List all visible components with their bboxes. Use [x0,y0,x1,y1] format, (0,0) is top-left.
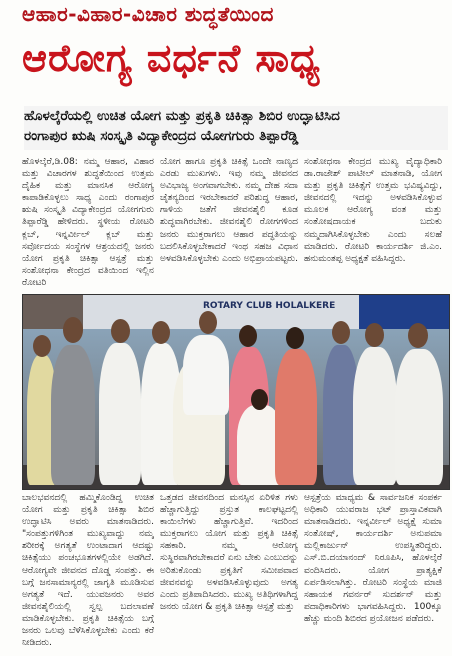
person-head [63,317,83,343]
person-head [408,323,428,348]
person-head [152,321,170,344]
body-text: ಸಂಶೋಧನಾ ಕೇಂದ್ರದ ಮುಖ್ಯ ವೈದ್ಯಾಧಿಕಾರಿ ಡಾ.ರಾಜೇಶ್ ಪಾಟೀಲ್ ಮಾತನಾಡಿ, ಯೋಗ ಮತ್ತು ಪ್ರಕೃತಿ ಚಿಕಿತ್ಸೆಗೆ ಉತ್ತಮ ಭವಿಷ್ಯವಿದ್ದು, ಜೀವನದಲ್ಲಿ ಇದನ್ನು ಅಳವಡಿಸಿಕೊಳ್ಳುವ ಮೂಲಕ ಆರೋಗ್ಯ ವಂತ ಮತ್ತು ಸಂತೋಷದಾಯಕ ಬದುಕು ನಮ್ಮದಾಗಿಸಿಕೊಳ್ಳಬೇಕು ಎಂದು ಸಲಹೆ ಮಾಡಿದರು. ರೋಟರಿ ಕಾರ್ಯದರ್ಶಿ ಜಿ.ಎಂ. ಹನುಮಂತಪ್ಪ ಅಧ್ಯಕ್ಷತೆ ವಹಿಸಿದ್ದರು. [304,157,442,264]
column-2-bottom [160,492,298,656]
subheadline-line-2: ರಂಗಾಪುರ ಋಷಿ ಸಂಸ್ಕೃತಿ ವಿದ್ಯಾಕೇಂದ್ರದ ಯೋಗಗುರು ತಿಪ್ಪಾರೆಡ್ಡಿ [24,128,299,144]
person-figure [183,335,229,415]
person-figure [51,345,95,485]
person-head [239,325,257,347]
body-text: ಬಾಲಭವನದಲ್ಲಿ ಹಮ್ಮಿಕೊಂಡಿದ್ದ ಉಚಿತ ಯೋಗ ಮತ್ತು ಪ್ರಕೃತಿ ಚಿಕಿತ್ಸಾ ಶಿಬಿರ ಉದ್ಘಾಟಿಸಿ ಅವರು ಮಾತನಾಡಿದರು. "ಸಂಪತ್ತುಗಳಿಗಿಂತ ಮುಖ್ಯವಾದ್ದು ನಮ್ಮ ಶರೀರಕ್ಕೆ ಅಗತ್ಯತೆ ಉಂಟಾದಾಗ ಆದಷ್ಟು ಚಿಕಿತ್ಸೆಯು ಪಂಚಭೂತಗಳಲ್ಲಿಯೇ ಅಡಗಿದೆ. ಆರೋಗ್ಯವೇ ಜೀವನದ ದೊಡ್ಡ ಸಂಪತ್ತು. ಈ ಬಗ್ಗೆ ಜನಸಾಮಾನ್ಯರಲ್ಲಿ ಜಾಗೃತಿ ಮೂಡಿಸುವ ಅಗತ್ಯತೆ ಇದೆ. ಯುವಜನರು ಅವರ ಜೀವನಶೈಲಿಯಲ್ಲಿ ಸ್ವಲ್ಪ ಬದಲಾವಣೆ ಮಾಡಿಕೊಳ್ಳಬೇಕು. ಪ್ರಕೃತಿ ಚಿಕಿತ್ಸೆಯ ಬಗ್ಗೆ ಜನರು ಒಲವು ಬೆಳೆಸಿಕೊಳ್ಳಬೇಕು ಎಂದು ಕರೆ ನೀಡಿದರು. [22,493,154,649]
person-figure [275,349,317,485]
subheadline-box [24,106,448,150]
body-text: ಆಸ್ಪತ್ರೆಯ ಮಾಧ್ಯಮ & ಸಾರ್ವಜನಿಕ ಸಂಪರ್ಕ ಅಧಿಕಾರಿ ಯುವರಾಜ ಭಟ್ ಪ್ರಾಸ್ತಾವಿಕವಾಗಿ ಮಾತನಾಡಿದರು. ಇನ್ನರ್ವೀಲ್ ಅಧ್ಯಕ್ಷೆ ಸುಮಾ ಸಂತೋಷ್, ಕಾರ್ಯದರ್ಶಿ ಅನುಪಮಾ ಮಲ್ಲಿಕಾರ್ಜುನ್ ಉಪಸ್ಥಿತರಿದ್ದರು. ಎಸ್.ಬಿ.ದಯಾನಂದ್ ನಿರೂಪಿಸಿ, ಹೊಳಲ್ಕೆರೆ ವಂದಿಸಿದರು. ಯೋಗ ಪ್ರಾತ್ಯಕ್ಷಿಕೆ ಏರ್ಪಡಿಸಲಾಗಿತ್ತು. ರೋಟರಿ ಸಂಸ್ಥೆಯ ಮಾಜಿ ಸಹಾಯಕ ಗವರ್ನರ್ ಸುದರ್ಶನ್ ಮತ್ತು ಪದಾಧಿಕಾರಿಗಳು ಭಾಗವಹಿಸಿದ್ದರು. 100ಕ್ಕೂ ಹೆಚ್ಚು ಮಂದಿ ಶಿಬಿರದ ಪ್ರಯೋಜನ ಪಡೆದರು. [304,493,442,624]
column-3-top [304,156,442,288]
kicker-headline: ಆಹಾರ-ವಿಹಾರ-ವಿಚಾರ ಶುದ್ಧತೆಯಿಂದ [22,2,274,26]
person-head [33,335,51,357]
person-head [365,323,384,347]
person-head [251,389,268,410]
banner-text: ROTARY CLUB HOLALKERE [203,301,336,311]
event-photo [22,294,450,490]
main-headline: ಆರೋಗ್ಯ ವರ್ಧನೆ ಸಾಧ್ಯ [22,36,321,80]
rotary-banner [83,295,449,329]
column-1-bottom [22,492,154,656]
body-text: ಒತ್ತಡದ ಜೀವನದಿಂದ ಮನಸ್ಸಿನ ಏರಿಳಿತ ಗಳು ಹೆಚ್ಚಾಗುತ್ತಿದ್ದು ಪ್ರಸ್ತುತ ಕಾಲಘಟ್ಟದಲ್ಲಿ ಕಾಯಿಲೆಗಳು ಹೆಚ್ಚಾಗುತ್ತಿವೆ. ಇದರಿಂದ ಮುಕ್ತರಾಗಲು ಯೋಗ ಮತ್ತು ಪ್ರಕೃತಿ ಚಿಕಿತ್ಸೆ ಸಹಕಾರಿ. ನಮ್ಮ ಆರೋಗ್ಯ ಸುಸ್ಥಿರವಾಗಿರಬೇಕಾದರೆ ಏನು ಬೇಕು ಎಂಬುದನ್ನು ಅರಿತುಕೊಂಡು ಪ್ರಕೃತಿಗೆ ಸಮೀಪವಾದ ಜೀವನವನ್ನು ಅಳವಡಿಸಿಕೊಳ್ಳುವುದು ಅಗತ್ಯ ಎಂದು ಪ್ರತಿಪಾದಿಸಿದರು. ಮುಖ್ಯ ಅತಿಥಿಗಳಾಗಿದ್ದ ಜನರು ಯೋಗ & ಪ್ರಕೃತಿ ಚಿಕಿತ್ಸಾ ಆಸ್ಪತ್ರೆ ಮತ್ತು [160,493,298,612]
subheadline-line-1: ಹೊಳಲ್ಕೆರೆಯಲ್ಲಿ ಉಚಿತ ಯೋಗ ಮತ್ತು ಪ್ರಕೃತಿ ಚಿಕಿತ್ಸಾ ಶಿಬಿರ ಉದ್ಘಾಟಿಸಿದ [24,108,340,124]
column-3-bottom [304,492,442,656]
column-1-top [22,156,154,288]
column-2-top [160,156,298,288]
person-figure [395,349,443,485]
person-figure [99,343,141,485]
body-text: ಯೋಗ ಹಾಗೂ ಪ್ರಕೃತಿ ಚಿಕಿತ್ಸೆ ಒಂದೇ ನಾಣ್ಯದ ಎರಡು ಮುಖಗಳು. ಇವು ನಮ್ಮ ಜೀವನದ ಅವಿಭಾಜ್ಯ ಅಂಗವಾಗಬೇಕು. ನಮ್ಮ ದೇಹ ಸದಾ ಚೈತನ್ಯದಿಂದ ಇರಬೇಕಾದರೆ ಪರಿಶುದ್ಧ ಆಹಾರ, ಗಾಳಿಯ ಜತೆಗೆ ಜೀವನಶೈಲಿ ಕೂಡ ಶುದ್ಧವಾಗಿರಬೇಕು. ಜೀವನಶೈಲಿ ರೋಗಗಳಿಂದ ಜನರು ಮುಕ್ತರಾಗಲು ಆಹಾರ ಪದ್ಧತಿಯನ್ನು ಬದಲಿಸಿಕೊಳ್ಳಬೇಕಾದರೆ ಇಂಥ ಸಹಜ ವಿಧಾನ ಅಳವಡಿಸಿಕೊಳ್ಳಬೇಕು ಎಂದು ಅಭಿಪ್ರಾಯಪಟ್ಟರು. [160,157,298,264]
person-head [332,321,350,344]
person-head [286,327,304,349]
person-head [199,311,217,334]
person-figure [353,347,397,485]
person-head [111,319,130,343]
body-text: ಹೊಳಲ್ಕೆರೆ,ಡಿ.08: ನಮ್ಮ ಆಹಾರ, ವಿಹಾರ ಮತ್ತು ವಿಚಾರಗಳ ಶುದ್ಧತೆಯಿಂದ ಉತ್ತಮ ದೈಹಿಕ ಮತ್ತು ಮಾನಸಿಕ ಆರೋಗ್ಯ ಕಾಪಾಡಿಕೊಳ್ಳಲು ಸಾಧ್ಯ ಎಂದು ರಂಗಾಪುರ ಋಷಿ ಸಂಸ್ಕೃತಿ ವಿದ್ಯಾಕೇಂದ್ರದ ಯೋಗಗುರು ತಿಪ್ಪಾರೆಡ್ಡಿ ಹೇಳಿದರು. ಸ್ಥಳೀಯ ರೋಟರಿ ಕ್ಲಬ್, ಇನ್ನರ್ವೀಲ್ ಕ್ಲಬ್ ಮತ್ತು ಸರ್ವೋದಯ ಸಂಸ್ಥೆಗಳ ಆಶ್ರಯದಲ್ಲಿ ಜನರು ಯೋಗ ಪ್ರಕೃತಿ ಚಿಕಿತ್ಸಾ ಆಸ್ಪತ್ರೆ ಮತ್ತು ಸಂಶೋಧನಾ ಕೇಂದ್ರದ ವತಿಯಿಂದ ಇಲ್ಲಿನ ರೋಟರಿ [22,157,154,288]
